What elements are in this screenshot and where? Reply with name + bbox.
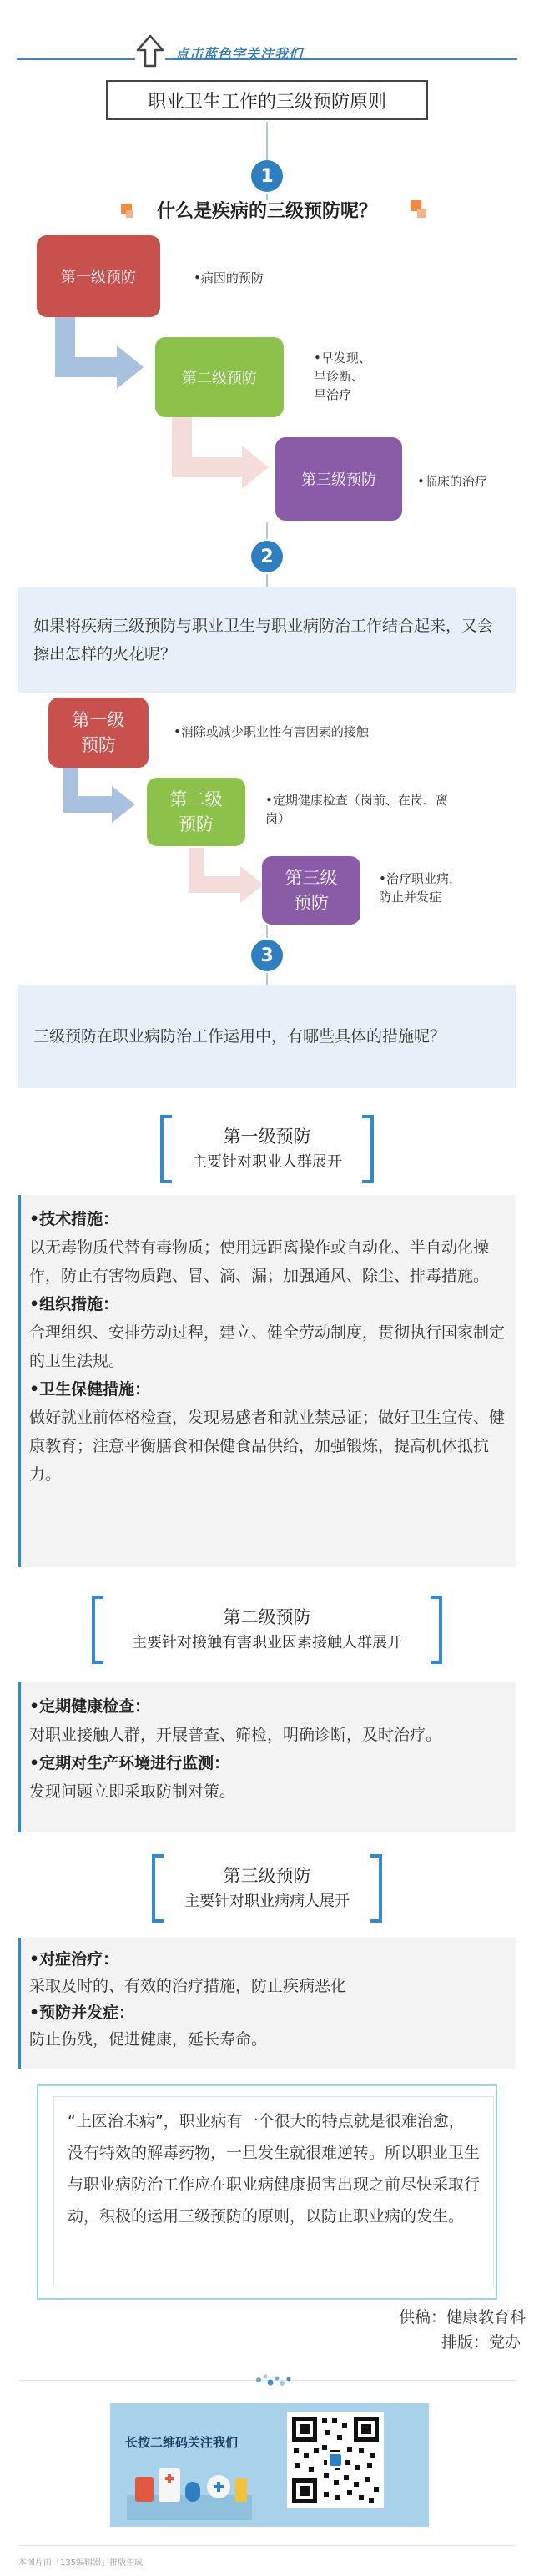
- section-number-badge: 1: [251, 160, 283, 192]
- stage-desc-level2: •定期健康检查（岗前、在岗、离 岗）: [265, 793, 448, 826]
- level3-subtitle: 主要针对职业病病人展开: [184, 1893, 350, 1910]
- stage-card-level3: 第三级预防: [275, 437, 402, 521]
- level1-item-heading: •卫生保健措施：: [29, 1380, 151, 1399]
- level1-title: 第一级预防: [223, 1127, 311, 1147]
- level3-panel: [18, 1938, 516, 2069]
- section2-question: 如果将疾病三级预防与职业卫生与职业病防治工作结合起来，又会擦出怎样的火花呢？: [33, 617, 494, 663]
- level1-item-heading: •技术措施：: [29, 1210, 119, 1228]
- level2-heading-frame: [92, 1596, 442, 1664]
- qr-code-icon[interactable]: [287, 2412, 384, 2508]
- stage-card-level1: 第一级 预防: [48, 698, 149, 768]
- follow-tagline[interactable]: 点击蓝色字关注我们: [175, 46, 304, 62]
- section2-question-band: [18, 587, 516, 693]
- footer-note: 本图片由「135编辑器」排版生成: [18, 2558, 144, 2568]
- medical-illustration-icon: [127, 2462, 252, 2520]
- level1-item-text: 合理组织、安排劳动过程，建立、健全劳动制度，贯彻执行国家制定的卫生法规。: [29, 1323, 506, 1370]
- level2-item-heading: •定期对生产环境进行监测：: [29, 1754, 230, 1772]
- level1-item-heading: •组织措施：: [29, 1295, 119, 1313]
- credit-layout: 排版：党办: [441, 2333, 521, 2352]
- level2-item-text: 发现问题立即采取防制对策。: [29, 1782, 236, 1801]
- stage-desc-level3: •临床的治疗: [417, 474, 487, 489]
- level1-item-text: 做好就业前体格检查，发现易感者和就业禁忌证；做好卫生宣传、健康教育；注意平衡膳食和保健食品供给，加强锻炼，提高机体抵抗力。: [29, 1409, 506, 1484]
- step-arrow-icon: [167, 417, 275, 492]
- qr-banner: [110, 2403, 429, 2527]
- connector-line: [266, 574, 268, 587]
- decor-dots-icon: [254, 2370, 295, 2390]
- connector-line: [266, 122, 268, 162]
- level2-subtitle: 主要针对接触有害职业因素接触人群展开: [132, 1634, 402, 1651]
- level3-heading-frame: [152, 1854, 382, 1923]
- level3-title: 第三级预防: [223, 1866, 311, 1886]
- divider: [18, 2545, 516, 2546]
- level1-subtitle: 主要针对职业人群展开: [192, 1153, 342, 1171]
- step-arrow-icon: [50, 317, 150, 392]
- stage-desc-level1: •病因的预防: [194, 270, 264, 285]
- level1-item-text: 以无毒物质代替有毒物质；使用远距离操作或自动化、半自动化操作，防止有害物质跑、冒、滴、漏；加强通风、除尘、排毒措施。: [29, 1238, 490, 1285]
- section-number-badge: 2: [251, 541, 283, 572]
- connector-line: [266, 522, 268, 539]
- connector-line: [266, 925, 268, 938]
- stage-card-level1: 第一级预防: [37, 235, 160, 317]
- credit-source: 供稿：健康教育科: [398, 2308, 526, 2326]
- step-arrow-icon: [185, 848, 269, 906]
- section-number-badge: 3: [251, 940, 283, 971]
- stage-card-level3: 第三级 预防: [262, 856, 360, 925]
- stage-desc-level2: •早发现、 早诊断、 早治疗: [314, 350, 371, 402]
- connector-line: [266, 973, 268, 985]
- section3-question-band: [18, 985, 516, 1088]
- level2-panel: [18, 1682, 516, 1832]
- stage-desc-level3: •治疗职业病， 防止并发症: [379, 871, 461, 905]
- up-arrow-icon: [135, 33, 165, 68]
- level2-title: 第二级预防: [223, 1607, 311, 1627]
- level3-item-heading: •预防并发症：: [29, 2004, 135, 2022]
- section3-question: 三级预防在职业病防治工作运用中，有哪些具体的措施呢？: [33, 1027, 446, 1046]
- qr-label: 长按二维码关注我们: [125, 2435, 239, 2450]
- level1-panel: [18, 1195, 516, 1567]
- page-title: 职业卫生工作的三级预防原则: [106, 80, 428, 120]
- level3-item-text: 防止伤残，促进健康，延长寿命。: [29, 2030, 268, 2049]
- level2-item-heading: •定期健康检查：: [29, 1697, 151, 1716]
- step-arrow-icon: [60, 768, 140, 826]
- stage-desc-level1: •消除或减少职业性有害因素的接触: [174, 724, 369, 739]
- level3-item-text: 采取及时的、有效的治疗措施，防止疾病恶化: [29, 1977, 347, 1995]
- level1-heading-frame: [160, 1115, 374, 1183]
- quote-text: “上医治未病”，职业病有一个很大的特点就是很难治愈，没有特效的解毒药物，一旦发生就很难逆转。所以职业卫生与职业病防治工作应在职业病健康损害出现之前尽快采取行动，积极的运用三级预防的原则，以防止职业病的发生。: [53, 2096, 494, 2286]
- level3-item-heading: •对症治疗：: [29, 1950, 119, 1969]
- stage-card-level2: 第二级 预防: [147, 778, 245, 846]
- level2-item-text: 对职业接触人群，开展普查、筛检，明确诊断，及时治疗。: [29, 1726, 442, 1744]
- stage-card-level2: 第二级预防: [155, 337, 284, 417]
- section1-question: 什么是疾病的三级预防呢？: [156, 201, 377, 222]
